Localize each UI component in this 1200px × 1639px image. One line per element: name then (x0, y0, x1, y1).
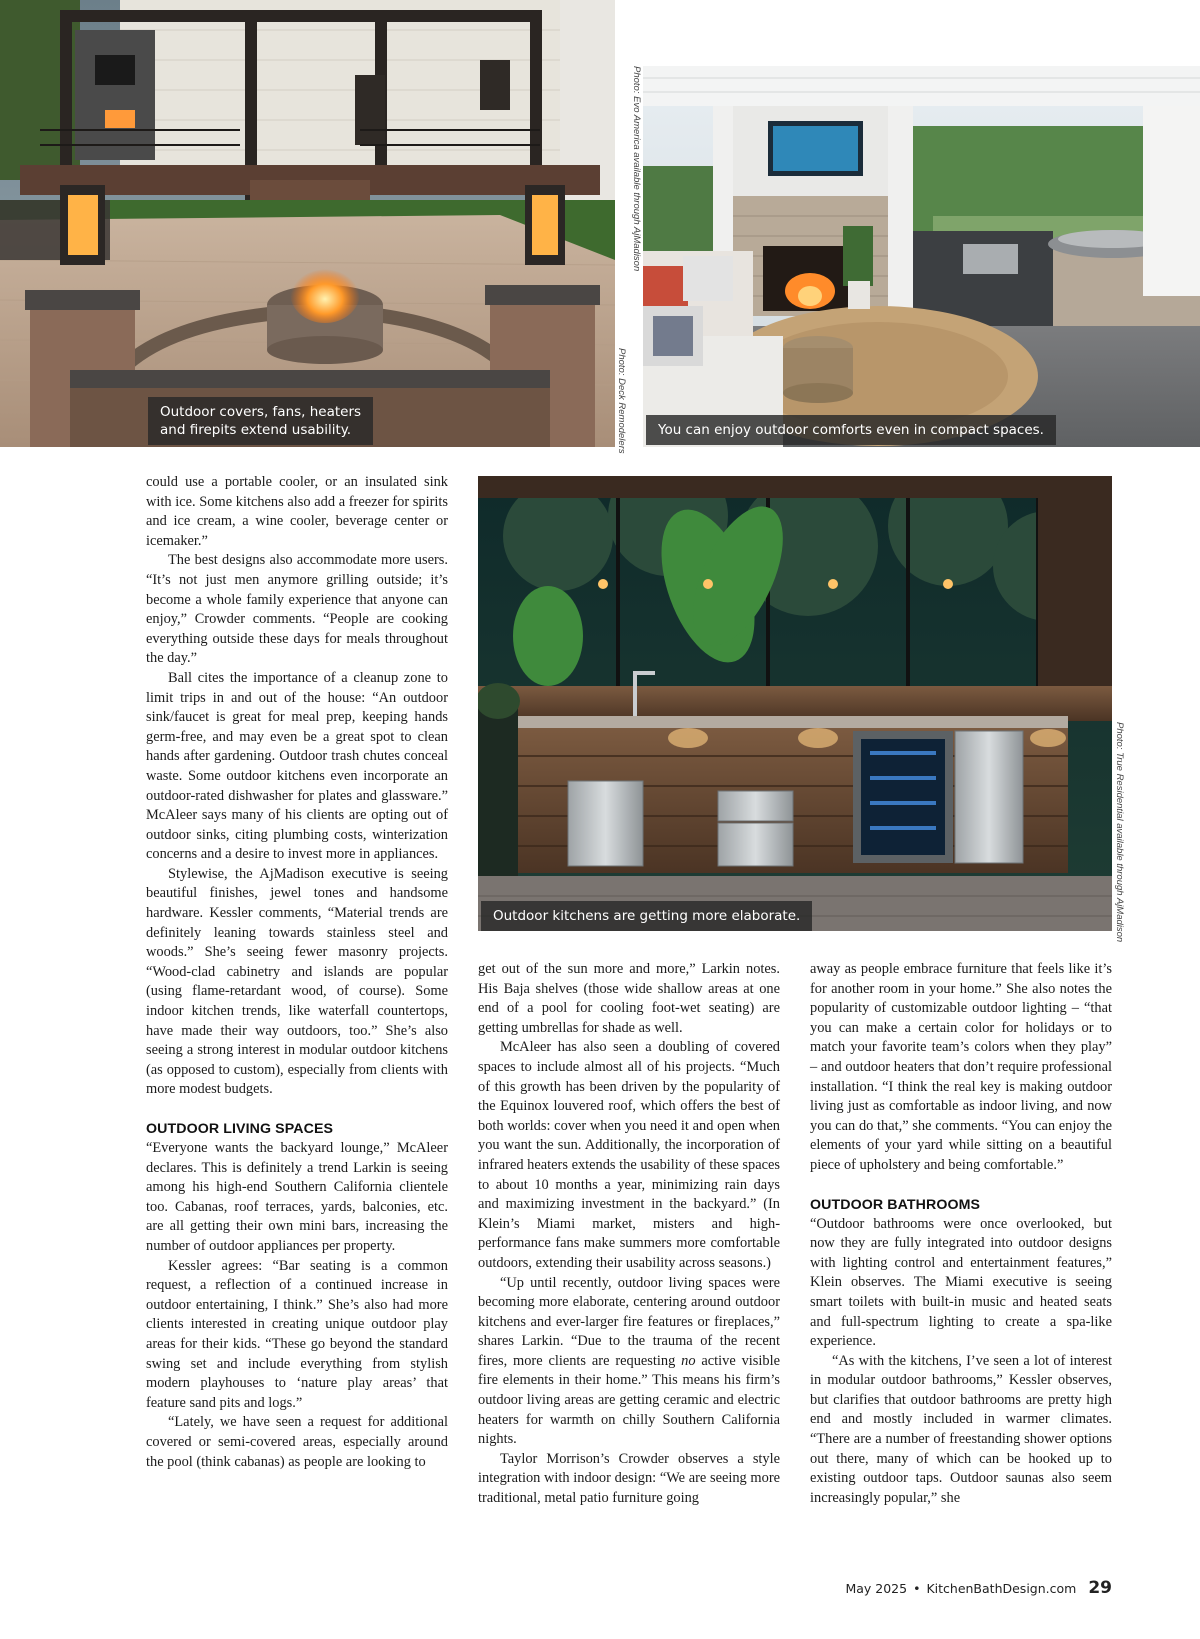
text-run: active visible fire elements in their home.” This means his firm’s outdoor living areas are getting ceramic and electric heaters for warmth on chilly Southern California nights. (478, 1352, 780, 1448)
article-column-2 (478, 960, 780, 1509)
article-column-1 (146, 473, 448, 1472)
issue-date: May 2025 (845, 1581, 908, 1596)
website: KitchenBathDesign.com (926, 1581, 1077, 1596)
paragraph (478, 1274, 780, 1450)
paragraph: Kessler agrees: “Bar seating is a common request, a reflection of a continued increase in outdoor entertaining, I think.” She’s also had more clients interested in creating unique outdoor play areas for their kids. “These go beyond the standard swing set and include everything from stylish modern playhouses to ‘nature play areas’ that feature sand pits and logs.” (146, 1257, 448, 1411)
photo-outdoor-kitchen (478, 476, 1112, 931)
paragraph: away as people embrace furniture that feels like it’s for another room in your home.” She also notes the popularity of customizable outdoor lighting – “that you can make a certain color for holidays or to match your favorite team’s colors when they play” – and outdoor heaters that don’t require professional installation. “I think the real key is making outdoor living just as comfortable as indoor living, and now you can do that,” she comments. “You can enjoy the elements of your yard while sitting on a beautiful piece of upholstery and being comfortable.” (810, 961, 1112, 1173)
photo-credit-true-residential: Photo: True Residential available through AjMadison (1114, 722, 1125, 943)
page-number: 29 (1088, 1578, 1112, 1598)
footer-bullet: • (913, 1581, 921, 1596)
paragraph: The best designs also accommodate more users. “It’s not just men anymore grilling outside; it’s become a whole family experience that anyone can enjoy,” Crowder comments. “People are cooking everything outside these days for meals throughout the day.” (146, 552, 448, 667)
photo-backyard-patio (0, 0, 615, 447)
caption-backyard-patio (148, 397, 373, 445)
section-heading-outdoor-bathrooms: OUTDOOR BATHROOMS (810, 1196, 981, 1213)
photo-credit-evo-america: Photo: Evo America available through AjMadison (631, 66, 642, 272)
photo-credit-deck-remodelers: Photo: Deck Remodelers (616, 348, 627, 454)
paragraph: “Outdoor bathrooms were once overlooked, but now they are fully integrated into outdoor designs with lighting control and entertainment features,” Klein observes. The Miami executive is seeing smart toilets with built-in music and heated seats and full-spectrum lighting to create a spa-like experience. (810, 1215, 1112, 1350)
caption-outdoor-kitchen: Outdoor kitchens are getting more elaborate. (481, 901, 812, 931)
section-heading-outdoor-living: OUTDOOR LIVING SPACES (146, 1121, 334, 1137)
paragraph: Ball cites the importance of a cleanup zone to limit trips in and out of the house: “An outdoor sink/faucet is great for meal prep, keeping hands germ-free, and may even be a great spot to clean hands after gardening. Outdoor trash chutes conceal waste. Some outdoor kitchens even incorporate an outdoor-rated dishwasher for plates and glassware.” McAleer says many of his clients are opting out of outdoor sinks, citing plumbing costs, winterization concerns and a desire to invest more in appliances. (146, 669, 448, 863)
paragraph: McAleer has also seen a doubling of covered spaces to include almost all of his projects. “Much of this growth has been driven by the popularity of the Equinox louvered roof, which offers the best of both worlds: cover when you need it and open when you want the sun. Additionally, the incorporation of infrared heaters extends the usability of these spaces to about 10 months a year, minimizing rain days and maximizing investment in the backyard.” (In Klein’s Miami market, misters and high-performance fans make summers more comfortable outdoors, extending their usability across seasons.) (478, 1039, 780, 1271)
photo-compact-porch (643, 66, 1200, 447)
paragraph: could use a portable cooler, or an insulated sink with ice. Some kitchens also add a freezer for spirits and ice cream, a wine cooler, beverage center or icemaker.” (146, 474, 448, 549)
paragraph: “Lately, we have seen a request for additional covered or semi-covered areas, especially around the pool (think cabanas) as people are looking to (146, 1414, 448, 1470)
caption-line-1: Outdoor covers, fans, heaters (160, 404, 362, 420)
emphasis: no (681, 1352, 696, 1369)
paragraph: “As with the kitchens, I’ve seen a lot of interest in modular outdoor bathrooms,” Kessler observes, but clarifies that outdoor bathrooms are pretty high end and mostly included in warmer climates. “There are a number of freestanding shower options out there, many of which can be hooked up to existing outdoor taps. Outdoor saunas also seem increasingly popular,” she (810, 1352, 1112, 1506)
caption-line-2: and firepits extend usability. (160, 422, 352, 438)
paragraph: Stylewise, the AjMadison executive is seeing beautiful finishes, jewel tones and handsome hardware. Kessler comments, “Material trends are definitely leaning towards stainless steel and woods.” She’s seeing fewer masonry projects. “Wood-clad cabinetry and islands are popular (using flame-retardant wood, of course). Some indoor kitchen trends, like waterfall countertops, have made their way outdoors, too.” She’s also seeing a strong interest in modular outdoor kitchens (as opposed to custom), especially from clients with more modest budgets. (146, 865, 448, 1098)
paragraph: get out of the sun more and more,” Larkin notes. His Baja shelves (those wide shallow areas at one end of a pool for cooling foot-wet seating) are getting umbrellas for shade as well. (478, 961, 780, 1036)
paragraph: “Everyone wants the backyard lounge,” McAleer declares. This is definitely a trend Larkin is seeing among his high-end Southern California clientele too. Cabanas, roof terraces, yards, balconies, etc. are all getting their own mini bars, increasing the number of outdoor appliances per property. (146, 1140, 448, 1254)
page-footer (845, 1578, 1112, 1598)
caption-compact-porch: You can enjoy outdoor comforts even in compact spaces. (646, 415, 1056, 445)
article-column-3 (810, 960, 1112, 1508)
text-run: “Up until recently, outdoor living spaces were becoming more elaborate, centering around outdoor kitchens and ever-larger fire features or fireplaces,” shares Larkin. “Due to the trauma of the recent fires, more clients are requesting (478, 1274, 780, 1369)
paragraph: Taylor Morrison’s Crowder observes a style integration with indoor design: “We are seeing more traditional, metal patio furniture going (478, 1450, 780, 1507)
